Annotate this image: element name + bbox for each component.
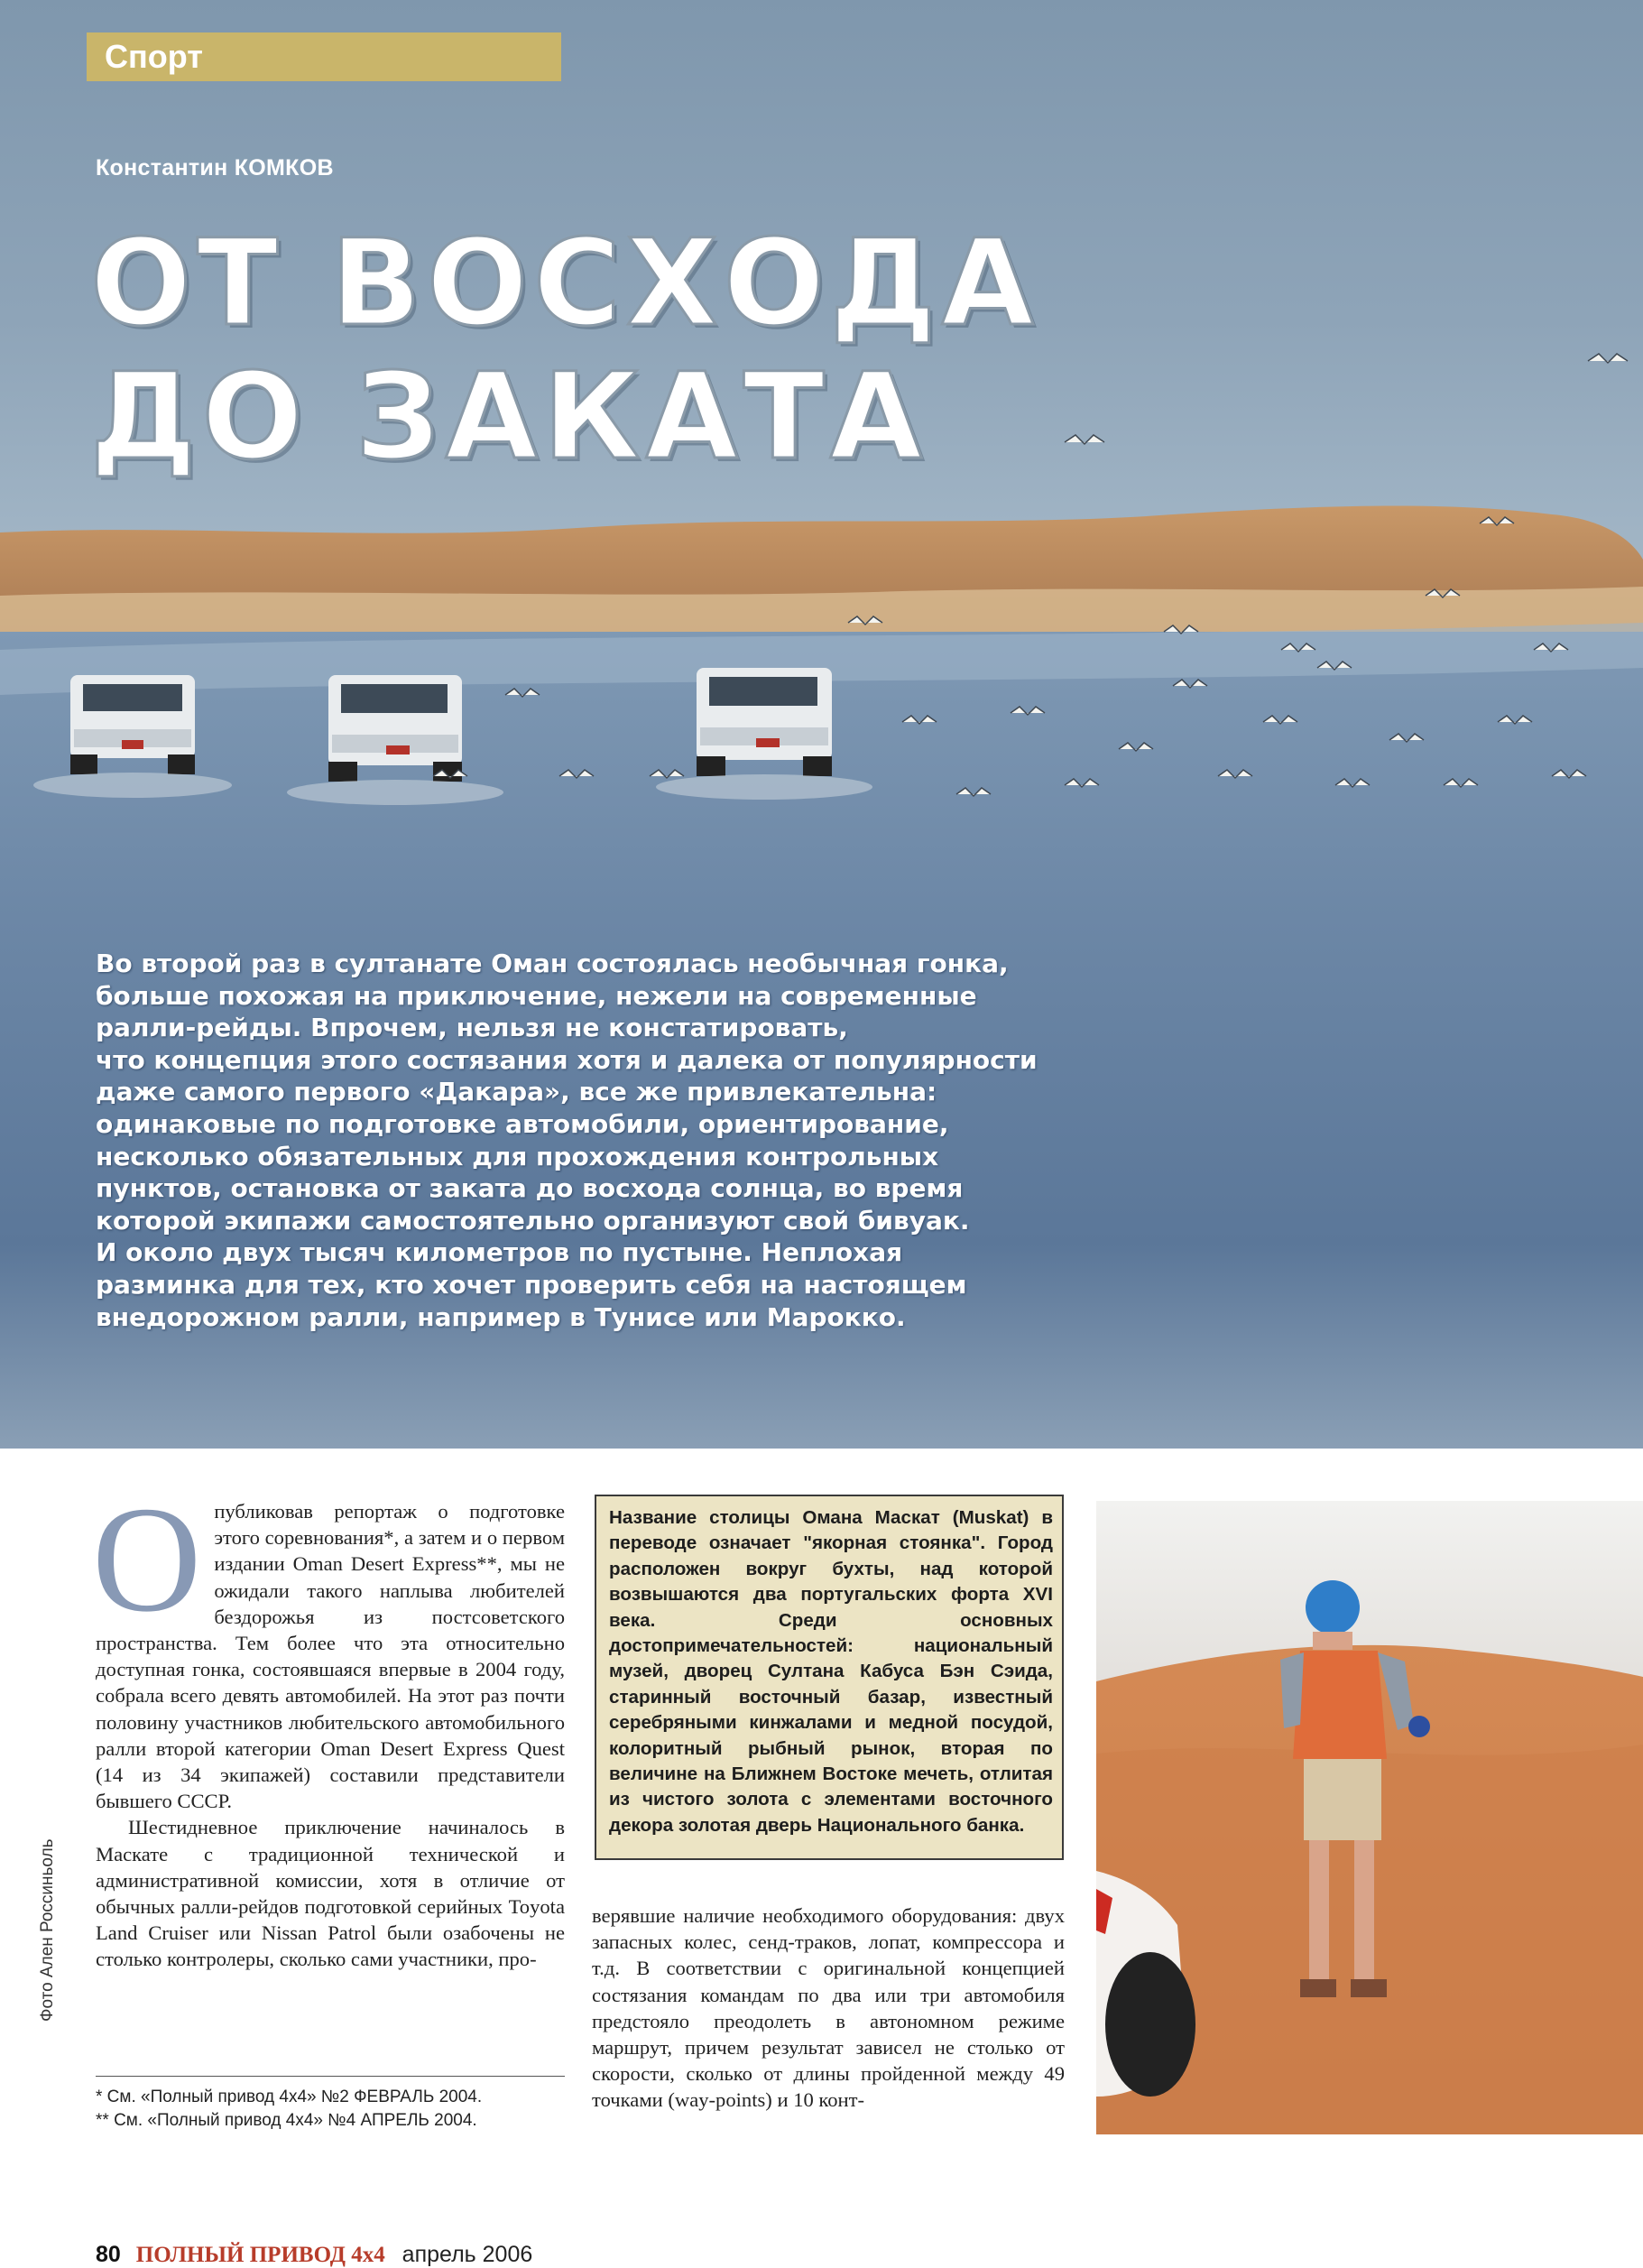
footnote-2: ** См. «Полный привод 4x4» №4 АПРЕЛЬ 2004. (96, 2111, 477, 2130)
footnote-1: * См. «Полный привод 4x4» №2 ФЕВРАЛЬ 2004. (96, 2087, 483, 2106)
body-paragraph-2: Шестидневное приключение начиналось в Маскате с традиционной технической и административной комиссии, хотя в отличие от обычных ралли-рейдов подготовкой серийных Toyota Land Cruiser или Nissan Patrol были озабочены не столько контролеры, сколько сами участники, про- (96, 1816, 565, 1971)
headline-line-1: ОТ ВОСХОДА (90, 214, 1039, 353)
rubric-label: Спорт (105, 38, 203, 75)
lead-line: что концепция этого состязания хотя и далека от популярности (96, 1044, 1038, 1075)
drop-cap: О (92, 1476, 202, 1643)
lead-line: несколько обязательных для прохождения контрольных (96, 1141, 939, 1171)
lead-line: внедорожном ралли, например в Тунисе или Марокко. (96, 1301, 906, 1332)
author-byline: Константин КОМКОВ (96, 155, 334, 181)
footnotes (96, 2076, 565, 2133)
body-paragraph-1: публиковав репортаж о подготовке этого соревнования*, а затем и о первом издании Oman Desert Express**, мы не ожидали такого наплыва любителей бездорожья из постсоветского пространства. Тем более что эта относительно доступная гонка, состоявшаяся впервые в 2004 году, собрала всего девять автомобилей. На этот раз почти половину участников любительского автомобильного ралли второй категории Oman Desert Express Quest (14 из 34 экипажей) составили представители бывшего СССР. (96, 1500, 565, 1813)
info-sidebar (595, 1495, 1064, 1860)
page-footer (96, 2242, 532, 2268)
issue-date: апрель 2006 (402, 2242, 533, 2267)
rubric-bar (87, 32, 561, 81)
desert-photo (1096, 1501, 1643, 2134)
lead-line: которой экипажи самостоятельно организуют свой бивуак. (96, 1205, 970, 1236)
lead-line: Во второй раз в султанате Оман состоялась необычная гонка, (96, 949, 1009, 978)
page-number: 80 (96, 2242, 121, 2267)
lead-line: пунктов, остановка от заката до восхода солнца, во время (96, 1173, 964, 1204)
body-column-2 (592, 1902, 1065, 2114)
lead-line: одинаковые по подготовке автомобили, ориентирование, (96, 1108, 949, 1139)
lead-line: даже самого первого «Дакара», все же привлекательна: (96, 1077, 937, 1107)
body-paragraph-3: верявшие наличие необходимого оборудования: двух запасных колес, сенд-траков, лопат, компрессора и т.д. В соответствии с оригинальной концепцией состязания командам по два или три автомобиля предстояло преодолеть в автономном режиме маршрут, причем результат зависел не столько от скорости, сколько от длины пройденной между 49 точками (way-points) и 10 конт- (592, 1904, 1065, 2112)
magazine-name: ПОЛНЫЙ ПРИВОД 4x4 (135, 2243, 385, 2267)
lead-line: больше похожая на приключение, нежели на современные (96, 980, 977, 1011)
body-column-1 (92, 1476, 565, 1973)
headline (90, 214, 1083, 486)
jeep-3 (697, 668, 832, 776)
headline-line-2: ДО ЗАКАТА (90, 347, 928, 486)
photo-credit: Фото Ален Россиньоль (38, 1838, 57, 2022)
desert-driver-illustration (1096, 1501, 1643, 2134)
lead-line: И около двух тысяч километров по пустыне. Неплохая (96, 1237, 903, 1268)
sidebar-text: Название столицы Омана Маскат (Muskat) в переводе означает "якорная стоянка". Город расположен вокруг бухты, над которой возвышаются два португальских форта XVI века. Среди основных достопримечательностей: национальный музей, дворец Султана Кабуса Бэн Сэида, старинный восточный базар, известный серебряными кинжалами и медной посудой, колоритный рыбный рынок, вторая по величине на Ближнем Востоке мечеть, отлитая из чистого золота с элементами восточного декора золотая дверь Национального банка. (609, 1507, 1053, 1836)
lead-line: разминка для тех, кто хочет проверить себя на настоящем (96, 1269, 967, 1300)
lead-line: ралли-рейды. Впрочем, нельзя не констатировать, (96, 1013, 848, 1043)
lead-paragraph (96, 948, 1106, 1333)
